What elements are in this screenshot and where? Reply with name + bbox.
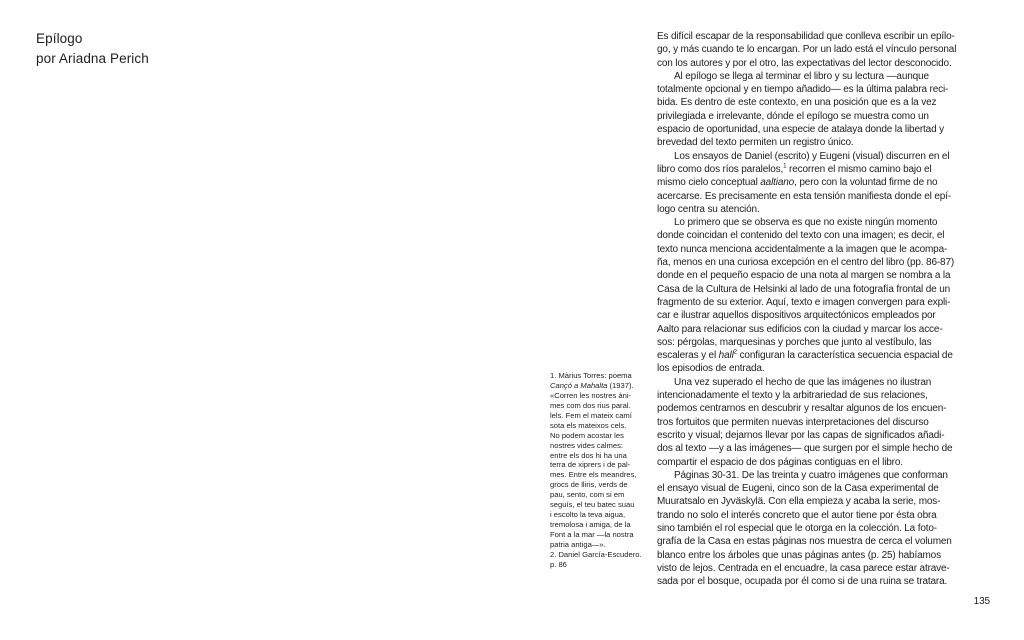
text-line: donde en el pequeño espacio de una nota al margen se nombra a la	[657, 270, 951, 282]
footnote-line: grocs de lliris, verds de	[550, 480, 628, 490]
page-number: 135	[973, 596, 990, 607]
text-line: espacio de oportunidad, una especie de atalaya donde la libertad y	[657, 124, 944, 136]
text-line: Lo primero que se observa es que no existe ningún momento	[674, 217, 938, 229]
text-line: sos: pérgolas, marquesinas y porches que junto al vestíbulo, las	[657, 336, 932, 348]
text-line: trando no solo el interés concreto que el autor tiene por ésta obra	[657, 509, 937, 521]
text-line: Aalto para relacionar sus edificios con la ciudad y marcar los acce-	[657, 323, 943, 335]
text-line: bida. Es dentro de este contexto, en una posición que es a la vez	[657, 97, 937, 109]
text-line: grafía de la Casa en estas páginas nos muestra de cerca el volumen	[657, 536, 952, 548]
text-line: Los ensayos de Daniel (escrito) y Eugeni (visual) discurren en el	[674, 150, 950, 162]
text-line: donde coincidan el contenido del texto con una imagen; es decir, el	[657, 230, 945, 242]
footnote-line: mes. Entre els meandres,	[550, 470, 637, 480]
text-line: tros fortuitos que permiten nuevas interpretaciones del discurso	[657, 416, 929, 428]
text-line: visto de lejos. Centrada en el encuadre, la casa parece estar atrave-	[657, 562, 950, 574]
text-line: el ensayo visual de Eugeni, cinco son de la Casa experimental de	[657, 483, 939, 495]
chapter-heading	[36, 29, 149, 69]
text-line: mismo cielo conceptual aaltiano, pero con la voluntad firme de no	[657, 177, 938, 189]
text-line: blanco entre los árboles que unas páginas antes (p. 25) habíamos	[657, 549, 941, 561]
text-line: go, y más cuando te lo encargan. Por un lado está el vínculo personal	[657, 44, 957, 56]
footnote-line: Font a la mar —la nostra	[550, 530, 634, 539]
text-line: logo centra su atención.	[657, 203, 760, 215]
text-line: acercarse. Es precisamente en esta tensión manifiesta donde el epí-	[657, 190, 952, 202]
page-title: Epílogo	[36, 31, 83, 46]
text-line: podemos centrarnos en descubrir y resaltar algunos de los encuen-	[657, 403, 947, 415]
text-line: Páginas 30-31. De las treinta y cuatro imágenes que conforman	[674, 469, 948, 481]
text-line: car e ilustrar aquellos dispositivos arquitectónicos empleados por	[657, 310, 936, 322]
footnote-line: tremolosa i amiga, de la	[550, 520, 631, 530]
text-line: ña, menos en una curiosa excepción en el centro del libro (pp. 86-87)	[657, 257, 955, 269]
footnote-block	[550, 371, 664, 570]
footnote-line: entre els dos hi ha una	[550, 450, 627, 460]
text-line: brevedad del texto permiten un registro único.	[657, 137, 854, 149]
text-line: Es difícil escapar de la responsabilidad que conlleva escribir un epílo-	[657, 31, 955, 42]
footnote-line: p. 86	[550, 559, 567, 569]
text-line: escaleras y el hall$^2$ configuran la característica secuencia espacial de	[657, 348, 953, 362]
text-line: Muuratsalo en Jyväskylä. Con ella empieza y acaba la serie, mos-	[657, 496, 941, 508]
text-line: los episodios de entrada.	[657, 363, 765, 375]
text-line: con los autores y por el otro, las expectativas del lector desconocido.	[657, 57, 952, 69]
text-line: texto nunca menciona accidentalmente a la imagen que le acompa-	[657, 243, 948, 255]
footnote-line: «Corren les nostres àni-	[550, 390, 632, 400]
text-line: Casa de la Cultura de Helsinki al lado de una fotografía frontal de un	[657, 283, 951, 295]
text-line: sada por el bosque, ocupada por él como si de una ruina se tratara.	[657, 576, 948, 588]
footnote-line: No podem acostar les	[550, 430, 624, 440]
footnote-line: terra de xiprers i de pal-	[550, 460, 631, 470]
text-line: fragmento de su exterior. Aquí, texto e imagen convergen para expli-	[657, 296, 951, 308]
text-line: sino también el rol especial que le otorga en la colección. La foto-	[657, 522, 937, 534]
footnote-line: lels. Fem el mateix camí	[550, 410, 632, 420]
footnote-line: 1. Màrius Torres: poema	[550, 371, 632, 380]
footnote-line: nostres vides calmes:	[550, 440, 624, 450]
footnote-line: Cançó a Mahalta (1937).	[550, 380, 634, 390]
text-line: intencionadamente el texto y la arbitrariedad de sus relaciones,	[657, 390, 928, 402]
text-line: libro como dos ríos paralelos,$^1$ recorren el mismo camino bajo el	[657, 162, 932, 175]
text-line: compartir el espacio de dos páginas contiguas en el libro.	[657, 456, 903, 468]
page-author: por Ariadna Perich	[36, 51, 149, 66]
footnote-line: patria antiga—».	[550, 539, 606, 549]
footnote-line: i escolto la teva aigua,	[550, 510, 626, 520]
text-line: Al epílogo se llega al terminar el libro y su lectura —aunque	[674, 70, 929, 82]
main-text-column	[657, 30, 1002, 588]
footnote-line: 2. Daniel García-Escudero.	[550, 549, 642, 559]
text-line: Una vez superado el hecho de que las imágenes no ilustran	[674, 376, 932, 388]
footnote-line: mes com dos rius paral.	[550, 400, 631, 410]
footnote-line: seguís, el teu batec suau	[550, 500, 635, 510]
footnote-line: pau, sento, com si em	[550, 490, 625, 500]
text-line: totalmente opcional y en tiempo añadido— es la última palabra reci-	[657, 84, 949, 96]
footnote-line: sota els mateixos cels.	[550, 420, 627, 430]
text-line: privilegiada e irrelevante, dónde el epílogo se muestra como un	[657, 110, 929, 122]
text-line: escrito y visual; dejarnos llevar por las capas de significados añadi-	[657, 429, 945, 441]
text-line: dos al texto —y a las imágenes— que surgen por el simple hecho de	[657, 443, 953, 455]
